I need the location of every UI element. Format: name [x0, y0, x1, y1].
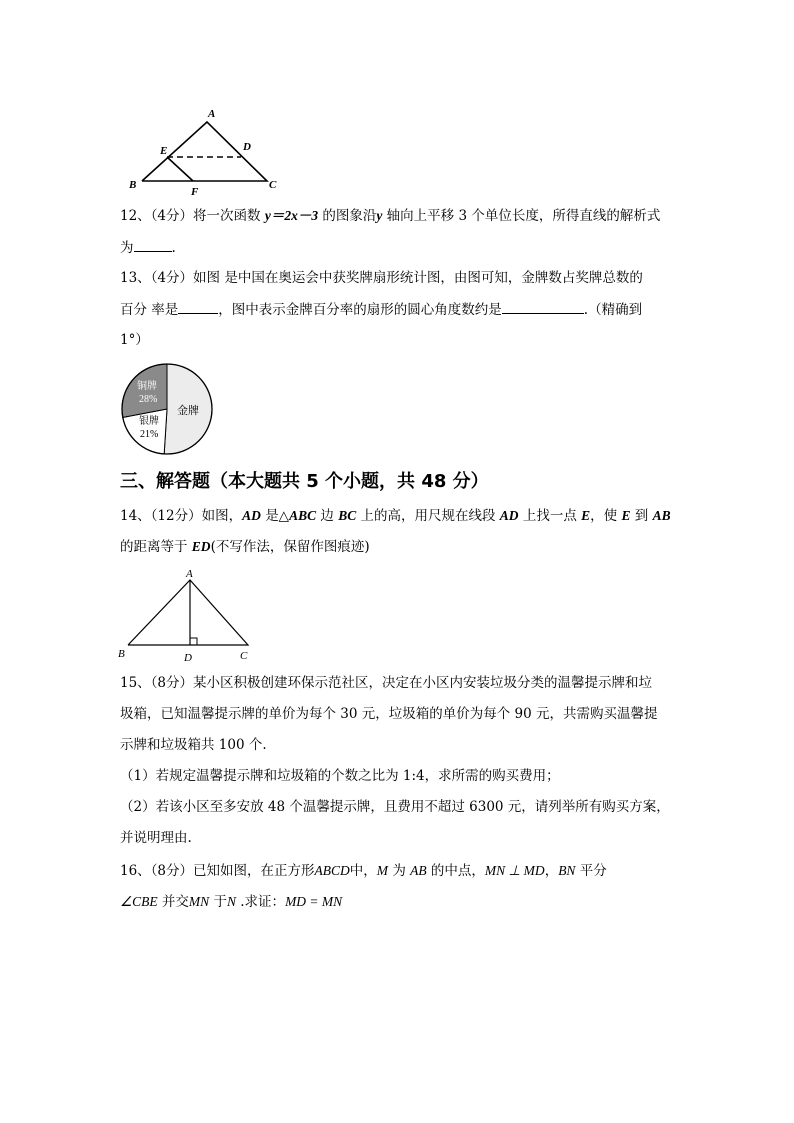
- pie-label-bronze-pct: 28%: [139, 394, 158, 405]
- vertex-label-a: A: [186, 568, 193, 580]
- question-number: 16、: [120, 863, 151, 879]
- question-12-line-1: 12、（4分）将一次函数 y＝2x－3 的图象沿y 轴向上平移 3 个单位长度，所得直线的解析式: [120, 208, 661, 224]
- pie-label-silver-name: 银牌: [139, 416, 159, 427]
- pie-label-silver-pct: 21%: [140, 429, 159, 440]
- medal-pie-chart: [118, 358, 218, 458]
- question-14-line-1: 14、（12分）如图，AD 是△ABC 边 BC 上的高，用尺规在线段 AD 上找一点 E，使 E 到 AB: [120, 508, 671, 524]
- pie-label-gold: 金牌: [177, 405, 199, 417]
- question-15-line-3: 示牌和垃圾箱共 100 个.: [120, 737, 267, 753]
- answer-blank[interactable]: [502, 299, 584, 314]
- question-number: 15、: [120, 675, 151, 691]
- question-15-subquestion-2: （2）若该小区至多安放 48 个温馨提示牌，且费用不超过 6300 元，请列举所有购买方案，: [120, 799, 670, 815]
- triangle-figure-q12: [120, 100, 290, 200]
- question-number: 14、: [120, 508, 151, 524]
- answer-blank[interactable]: [178, 299, 218, 314]
- answer-blank[interactable]: [134, 237, 172, 252]
- pie-label-bronze-name: 铜牌: [137, 381, 157, 392]
- question-number: 12、: [120, 208, 151, 224]
- vertex-label-e: E: [160, 145, 168, 157]
- question-15-subquestion-2-cont: 并说明理由.: [120, 830, 192, 846]
- vertex-label-d: D: [243, 141, 251, 153]
- question-16-line-2: ∠CBE 并交MN 于N .求证：MD = MN: [120, 894, 343, 910]
- question-15-line-2: 圾箱，已知温馨提示牌的单价为每个 30 元，垃圾箱的单价为每个 90 元，共需购买温馨提: [120, 706, 658, 722]
- question-14-line-2: 的距离等于 ED(不写作法，保留作图痕迹): [120, 539, 370, 555]
- vertex-label-c: C: [240, 650, 248, 662]
- question-15-subquestion-1: （1）若规定温馨提示牌和垃圾箱的个数之比为 1:4，求所需的购买费用；: [120, 768, 560, 784]
- vertex-label-b: B: [118, 648, 125, 660]
- function-expression: y＝2x－3: [264, 208, 319, 223]
- vertex-label-a: A: [208, 108, 216, 120]
- vertex-label-b: B: [129, 179, 137, 191]
- question-points: （12分）: [150, 508, 202, 524]
- question-points: （8分）: [150, 675, 194, 691]
- vertex-label-d: D: [184, 652, 192, 664]
- question-points: （4分）: [150, 208, 194, 224]
- question-15-line-1: 15、（8分）某小区积极创建环保示范社区，决定在小区内安装垃圾分类的温馨提示牌和垃: [120, 675, 653, 691]
- question-number: 13、: [120, 270, 151, 286]
- question-points: （8分）: [150, 863, 194, 879]
- question-13-line-3: 1°）: [120, 332, 149, 348]
- section-title: 三、解答题（本大题共 5 个小题，共 48 分）: [120, 471, 489, 492]
- vertex-label-c: C: [269, 179, 277, 191]
- question-12-line-2: 为 .: [120, 237, 176, 258]
- vertex-label-f: F: [191, 186, 199, 198]
- question-16-line-1: 16、（8分）已知如图，在正方形ABCD中，M 为 AB 的中点，MN ⊥ MD，BN 平分: [120, 863, 607, 879]
- question-points: （4分）: [150, 270, 194, 286]
- triangle-figure-q14: [112, 565, 262, 665]
- question-13-line-2: 百分 率是 ，图中表示金牌百分率的扇形的圆心角度数约是 .（精确到: [120, 299, 642, 320]
- question-13-line-1: 13、（4分）如图 是中国在奥运会中获奖牌扇形统计图，由图可知，金牌数占奖牌总数的: [120, 270, 643, 286]
